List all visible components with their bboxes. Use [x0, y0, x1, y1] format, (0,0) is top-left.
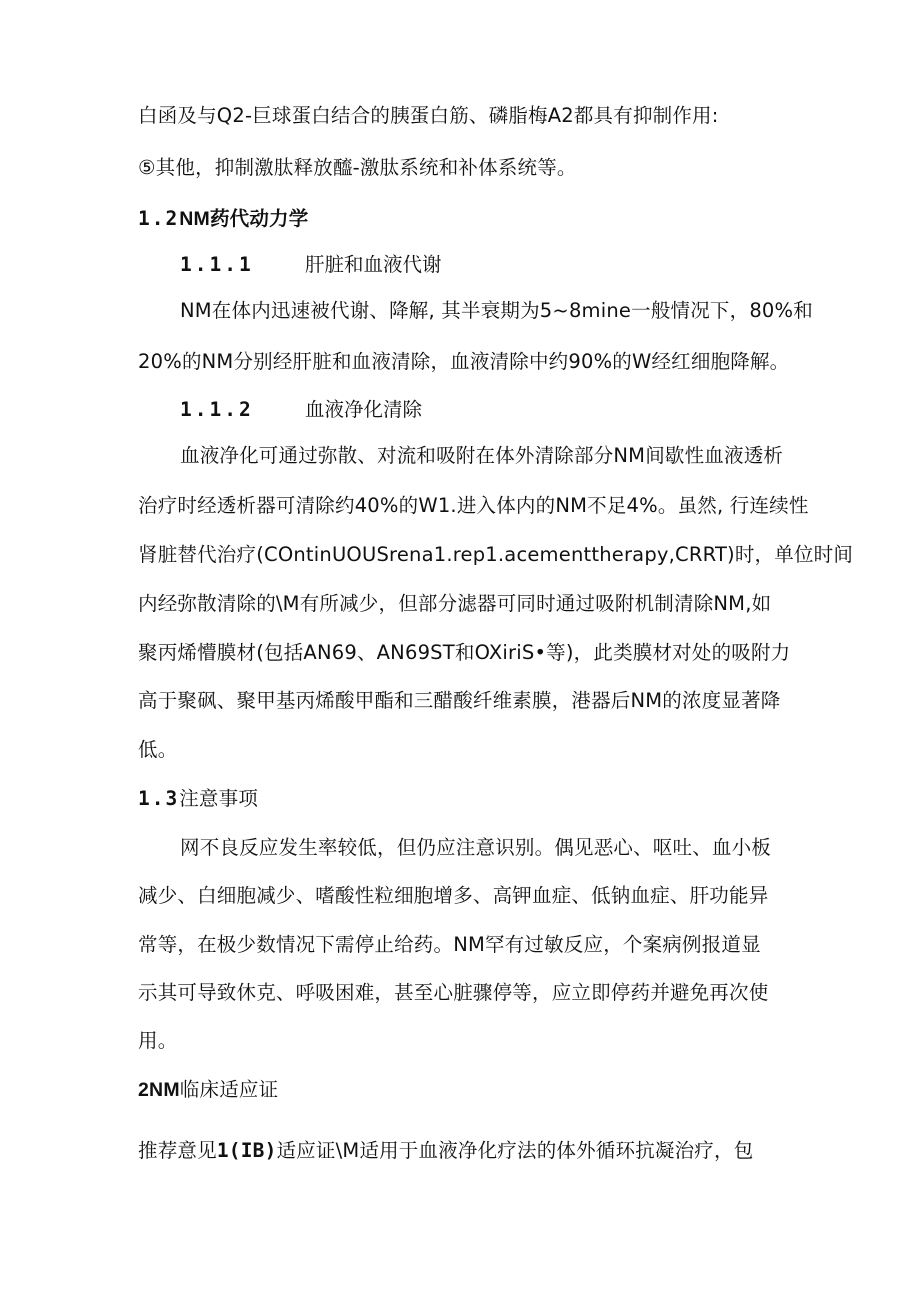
paragraph-line	[138, 1138, 753, 1164]
subsection-title: 肝脏和血液代谢	[305, 253, 442, 276]
paragraph-line: 肾脏替代治疗(COntinUOUSrena1.rep1.acementtherapy,CRRT)时，单位时间	[138, 543, 854, 566]
section-title: 临床适应证	[179, 1078, 279, 1101]
section-title: NM药代动力学	[179, 208, 309, 230]
section-number: 1.3	[138, 787, 180, 810]
section-number: 2NM	[138, 1079, 180, 1101]
section-number: 1.2	[138, 207, 180, 230]
subsection-number: 1.1.1	[180, 253, 254, 276]
paragraph-line: 常等，在极少数情况下需停止给药。NM罕有过敏反应，个案病例报道显	[138, 933, 761, 956]
paragraph-line: NM在体内迅速被代谢、降解, 其半衰期为5~8mine一般情况下，80%和	[180, 299, 813, 322]
subsection-title: 血液净化清除	[305, 398, 423, 421]
recommendation-text: 适应证\M适用于血液净化疗法的体外循环抗凝治疗，包	[276, 1139, 754, 1162]
section-title: 注意事项	[179, 787, 259, 810]
paragraph-line: 治疗时经透析器可清除约40%的W1.进入体内的NM不足4%。虽然, 行连续性	[138, 494, 809, 517]
paragraph-line: 高于聚砜、聚甲基丙烯酸甲酯和三醋酸纤维素膜，港器后NM的浓度显著降	[138, 689, 781, 712]
paragraph-line: 低。	[138, 738, 178, 761]
paragraph-line: 用。	[138, 1029, 178, 1052]
subsection-heading-1-1-2	[180, 397, 422, 423]
section-heading-1-2	[138, 206, 308, 232]
paragraph-line: 减少、白细胞减少、嗜酸性粒细胞增多、高钾血症、低钠血症、肝功能异	[138, 884, 769, 907]
text-line: ⑤其他，抑制激肽释放醯-激肽系统和补体系统等。	[138, 156, 577, 179]
section-heading-1-3	[138, 786, 258, 812]
subsection-heading-1-1-1	[180, 252, 442, 278]
text-line: 白函及与Q2-巨球蛋白结合的胰蛋白筋、磷脂梅A2都具有抑制作用:	[138, 104, 719, 127]
paragraph-line: 示其可导致休克、呼吸困难，甚至心脏骤停等，应立即停药并避免再次使	[138, 981, 769, 1004]
paragraph-line: 网不良反应发生率较低，但仍应注意识别。偶见恶心、呕吐、血小板	[180, 836, 772, 859]
recommendation-label: 推荐意见	[138, 1139, 217, 1162]
paragraph-line: 内经弥散清除的\M有所减少，但部分滤器可同时通过吸附机制清除NM,如	[138, 592, 772, 615]
recommendation-code: 1(IB)	[216, 1139, 277, 1162]
paragraph-line: 聚丙烯懵膜材(包括AN69、AN69ST和OXiriS•等)，此类膜材对处的吸附力	[138, 641, 791, 664]
paragraph-line: 20%的NM分别经肝脏和血液清除，血液清除中约90%的W经红细胞降解。	[138, 350, 790, 373]
section-heading-2	[138, 1077, 278, 1103]
subsection-number: 1.1.2	[180, 398, 254, 421]
paragraph-line: 血液净化可通过弥散、对流和吸附在体外清除部分NM间歇性血液透析	[180, 444, 784, 467]
